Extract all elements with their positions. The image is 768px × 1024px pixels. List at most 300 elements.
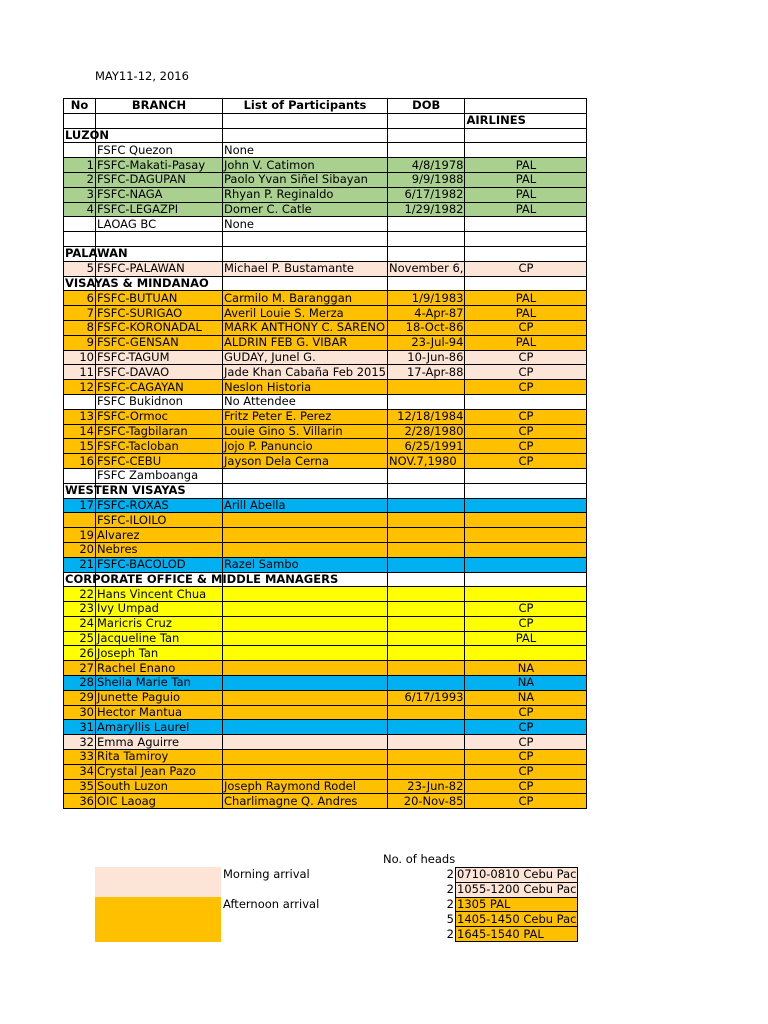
row-number: 28	[64, 676, 96, 691]
participant-row	[64, 306, 587, 321]
branch-cell: FSFC-Tacloban	[96, 439, 223, 454]
participant-row	[64, 631, 587, 646]
airline-cell: PAL	[465, 187, 587, 202]
branch-cell: FSFC-ROXAS	[96, 498, 223, 513]
participant-cell	[223, 646, 388, 661]
participant-cell	[223, 468, 388, 483]
section-title-text: VISAYAS & MINDANAO	[65, 275, 209, 290]
row-number: 6	[64, 291, 96, 306]
dob-cell	[388, 217, 465, 232]
participant-row	[64, 158, 587, 173]
flight-schedule: 1055-1200 Cebu Pac	[457, 882, 577, 897]
participant-row	[64, 320, 587, 335]
dob-cell	[388, 750, 465, 765]
flight-schedule: 1305 PAL	[456, 897, 578, 912]
head-count: 2	[446, 882, 454, 897]
flight-schedule: 0710-0810 Cebu Pac	[457, 867, 577, 882]
participant-cell: Neslon Historia	[223, 380, 388, 395]
row-number: 20	[64, 542, 96, 557]
branch-cell: FSFC-SURIGAO	[96, 306, 223, 321]
participant-row	[64, 764, 587, 779]
branch-cell: FSFC-PALAWAN	[96, 261, 223, 276]
branch-cell: FSFC-KORONADAL	[96, 320, 223, 335]
row-number: 22	[64, 587, 96, 602]
airline-cell	[465, 217, 587, 232]
participant-cell	[223, 720, 388, 735]
dob-cell: 4/8/1978	[388, 158, 465, 173]
dob-cell: 6/17/1993	[388, 690, 465, 705]
branch-cell: Alvarez	[96, 528, 223, 543]
airline-cell: PAL	[465, 306, 587, 321]
participant-row	[64, 409, 587, 424]
row-number: 8	[64, 320, 96, 335]
head-count: 5	[446, 911, 454, 926]
airline-cell: PAL	[465, 631, 587, 646]
col-header-no: No	[64, 99, 96, 114]
row-number: 4	[64, 202, 96, 217]
section-row	[64, 572, 587, 587]
participant-row	[64, 172, 587, 187]
airline-cell	[465, 498, 587, 513]
section-title-text: CORPORATE OFFICE & MIDDLE MANAGERS	[65, 571, 339, 586]
blank-cell	[223, 113, 388, 128]
airline-cell: NA	[465, 661, 587, 676]
participant-cell	[223, 631, 388, 646]
blank-cell	[223, 246, 388, 261]
col-header-branch: BRANCH	[96, 99, 223, 114]
airline-cell: CP	[465, 794, 587, 809]
branch-cell	[96, 232, 223, 247]
blank-cell	[465, 128, 587, 143]
dob-cell: 20-Nov-85	[388, 794, 465, 809]
participant-cell: None	[223, 217, 388, 232]
flight-row	[383, 882, 578, 897]
row-number: 1	[64, 158, 96, 173]
participant-cell: Michael P. Bustamante	[223, 261, 388, 276]
participant-cell	[223, 750, 388, 765]
head-count: 2	[446, 896, 454, 911]
dob-cell	[388, 764, 465, 779]
airline-cell	[465, 528, 587, 543]
row-number: 11	[64, 365, 96, 380]
branch-cell: Rachel Enano	[96, 661, 223, 676]
row-number: 29	[64, 690, 96, 705]
participants-table	[63, 98, 587, 809]
participant-cell	[223, 513, 388, 528]
branch-cell: Hector Mantua	[96, 705, 223, 720]
dob-cell	[388, 631, 465, 646]
participant-row	[64, 616, 587, 631]
dob-cell	[388, 587, 465, 602]
blank-cell	[223, 276, 388, 291]
participant-cell	[223, 661, 388, 676]
airline-cell	[465, 557, 587, 572]
row-number: 3	[64, 187, 96, 202]
branch-cell: Jacqueline Tan	[96, 631, 223, 646]
blank-cell	[465, 246, 587, 261]
participant-cell: None	[223, 143, 388, 158]
airline-cell	[465, 513, 587, 528]
row-number: 10	[64, 350, 96, 365]
airline-cell	[465, 646, 587, 661]
participant-row	[64, 528, 587, 543]
branch-cell: FSFC-GENSAN	[96, 335, 223, 350]
afternoon-label: Afternoon arrival	[223, 897, 320, 911]
participant-cell: Jojo P. Panuncio	[223, 439, 388, 454]
participant-row	[64, 720, 587, 735]
participant-cell: MARK ANTHONY C. SARENO	[223, 320, 388, 335]
branch-cell: FSFC Zamboanga	[96, 468, 223, 483]
branch-cell: FSFC-DAGUPAN	[96, 172, 223, 187]
participant-row	[64, 557, 587, 572]
dob-cell: 12/18/1984	[388, 409, 465, 424]
participant-cell: Domer C. Catle	[223, 202, 388, 217]
row-number	[64, 513, 96, 528]
participant-cell: Charlimagne Q. Andres	[223, 794, 388, 809]
branch-cell: FSFC-CEBU	[96, 454, 223, 469]
branch-cell: FSFC Quezon	[96, 143, 223, 158]
branch-cell: FSFC-DAVAO	[96, 365, 223, 380]
airline-cell: CP	[465, 350, 587, 365]
row-number: 15	[64, 439, 96, 454]
dob-cell: 1/29/1982	[388, 202, 465, 217]
participant-cell	[223, 764, 388, 779]
section-title	[64, 275, 209, 291]
participant-cell	[223, 602, 388, 617]
participant-row	[64, 143, 587, 158]
row-number: 9	[64, 335, 96, 350]
branch-cell: Amaryllis Laurel	[96, 720, 223, 735]
row-number	[64, 468, 96, 483]
airline-cell: CP	[465, 764, 587, 779]
row-number: 25	[64, 631, 96, 646]
airline-cell: CP	[465, 454, 587, 469]
airline-cell: PAL	[465, 172, 587, 187]
col-header-airlines: AIRLINES	[465, 113, 587, 128]
blank-cell	[223, 483, 388, 498]
branch-cell: FSFC-NAGA	[96, 187, 223, 202]
section-title	[64, 127, 109, 143]
row-number: 27	[64, 661, 96, 676]
participant-cell	[223, 690, 388, 705]
row-number: 26	[64, 646, 96, 661]
branch-cell: FSFC-Tagbilaran	[96, 424, 223, 439]
participant-cell: Fritz Peter E. Perez	[223, 409, 388, 424]
dob-cell: 23-Jun-82	[388, 779, 465, 794]
row-number: 30	[64, 705, 96, 720]
airline-cell: CP	[465, 750, 587, 765]
participant-cell: Jade Khan Cabaña Feb 2015	[224, 364, 386, 379]
participant-cell	[223, 616, 388, 631]
dob-cell	[388, 720, 465, 735]
participant-row	[64, 335, 587, 350]
row-number: 19	[64, 528, 96, 543]
participant-row	[64, 735, 587, 750]
participant-row	[64, 513, 587, 528]
participant-cell	[223, 676, 388, 691]
participant-row	[64, 217, 587, 232]
participant-cell	[223, 542, 388, 557]
col-header-participants: List of Participants	[223, 99, 388, 114]
participant-row	[64, 454, 587, 469]
section-row	[64, 276, 587, 291]
participant-cell: Rhyan P. Reginaldo	[223, 187, 388, 202]
head-count: 2	[446, 926, 454, 941]
blank-cell	[388, 276, 465, 291]
col-header-blank	[465, 99, 587, 114]
airline-cell: PAL	[465, 202, 587, 217]
airline-cell: CP	[465, 616, 587, 631]
blank-cell	[465, 572, 587, 587]
dob-cell: 1/9/1983	[388, 291, 465, 306]
airline-cell: NA	[465, 690, 587, 705]
participant-row	[64, 779, 587, 794]
section-title	[64, 245, 128, 261]
dob-cell: 10-Jun-86	[388, 350, 465, 365]
flights-table	[383, 867, 578, 942]
section-row	[64, 483, 587, 498]
branch-cell: Crystal Jean Pazo	[96, 764, 223, 779]
participant-row	[64, 380, 587, 395]
participant-row	[64, 705, 587, 720]
dob-cell: 17-Apr-88	[388, 365, 465, 380]
airline-cell: CP	[465, 424, 587, 439]
participant-row	[64, 394, 587, 409]
dob-cell	[388, 143, 465, 158]
dob-cell: 6/17/1982	[388, 187, 465, 202]
dob-cell	[388, 676, 465, 691]
participant-cell	[223, 705, 388, 720]
airline-cell: CP	[465, 705, 587, 720]
participant-cell	[223, 735, 388, 750]
dob-cell: 23-Jul-94	[388, 335, 465, 350]
participant-row	[64, 365, 587, 380]
blank-cell	[388, 483, 465, 498]
participant-cell: Joseph Raymond Rodel	[223, 779, 388, 794]
branch-cell: LAOAG BC	[96, 217, 223, 232]
section-title	[64, 571, 339, 587]
blank-cell	[223, 128, 388, 143]
airline-cell: PAL	[465, 291, 587, 306]
section-title-text: LUZON	[65, 127, 109, 142]
flight-schedule: 1645-1540 PAL	[456, 927, 578, 942]
airline-cell: CP	[465, 735, 587, 750]
section-title-text: WESTERN VISAYAS	[65, 482, 186, 497]
airline-cell: CP	[465, 261, 587, 276]
row-number	[64, 143, 96, 158]
dob-cell: NOV.7,1980	[388, 454, 465, 469]
participant-cell: Arill Abella	[223, 498, 388, 513]
dob-cell	[388, 528, 465, 543]
header-row-2	[64, 113, 587, 128]
participant-cell: Louie Gino S. Villarin	[223, 424, 388, 439]
branch-cell: FSFC-Makati-Pasay	[96, 158, 223, 173]
afternoon-swatch	[95, 897, 221, 942]
head-count: 2	[446, 867, 454, 882]
participant-row	[64, 498, 587, 513]
participant-cell: Jayson Dela Cerna	[223, 454, 388, 469]
participant-row	[64, 291, 587, 306]
dob-cell	[388, 542, 465, 557]
participant-cell: No Attendee	[223, 394, 388, 409]
participant-row	[64, 232, 587, 247]
event-date: MAY11-12, 2016	[95, 69, 189, 83]
row-number: 23	[64, 602, 96, 617]
airline-cell: CP	[465, 602, 587, 617]
airline-cell	[465, 232, 587, 247]
section-title	[64, 482, 186, 498]
participant-row	[64, 750, 587, 765]
airline-cell: CP	[465, 720, 587, 735]
row-number: 7	[64, 306, 96, 321]
section-row	[64, 246, 587, 261]
airline-cell: PAL	[465, 335, 587, 350]
branch-cell: Maricris Cruz	[96, 616, 223, 631]
participant-cell: Razel Sambo	[223, 557, 388, 572]
participant-row	[64, 468, 587, 483]
dob-cell	[388, 557, 465, 572]
branch-cell: FSFC-CAGAYAN	[96, 380, 223, 395]
participant-cell: ALDRIN FEB G. VIBAR	[223, 335, 388, 350]
dob-cell	[388, 468, 465, 483]
branch-cell: Junette Paguio	[96, 690, 223, 705]
blank-cell	[96, 113, 223, 128]
col-header-dob: DOB	[388, 99, 465, 114]
blank-cell	[465, 276, 587, 291]
dob-cell	[388, 705, 465, 720]
branch-cell: FSFC-BUTUAN	[96, 291, 223, 306]
dob-cell	[388, 380, 465, 395]
participant-cell: Paolo Yvan Siñel Sibayan	[223, 172, 388, 187]
dob-cell	[388, 602, 465, 617]
branch-cell: Nebres	[96, 542, 223, 557]
dob-cell	[388, 661, 465, 676]
branch-cell: Rita Tamiroy	[96, 750, 223, 765]
participant-cell	[223, 232, 388, 247]
participant-row	[64, 690, 587, 705]
row-number: 12	[64, 380, 96, 395]
dob-cell	[388, 646, 465, 661]
dob-cell: 6/25/1991	[388, 439, 465, 454]
flight-schedule: 1405-1450 Cebu Pac	[457, 911, 577, 926]
airline-cell: CP	[465, 365, 587, 380]
branch-cell: Ivy Umpad	[96, 602, 223, 617]
blank-cell	[64, 113, 96, 128]
participant-row	[64, 602, 587, 617]
participant-row	[64, 646, 587, 661]
branch-cell: FSFC-TAGUM	[96, 350, 223, 365]
branch-cell: FSFC-LEGAZPI	[96, 202, 223, 217]
participant-row	[64, 676, 587, 691]
dob-cell	[388, 735, 465, 750]
branch-cell: Hans Vincent Chua	[96, 587, 223, 602]
dob-cell: 2/28/1980	[388, 424, 465, 439]
participant-row	[64, 350, 587, 365]
dob-cell: 4-Apr-87	[388, 306, 465, 321]
airline-cell	[465, 468, 587, 483]
branch-cell: Sheila Marie Tan	[96, 676, 223, 691]
airline-cell: CP	[465, 409, 587, 424]
branch-cell: FSFC Bukidnon	[96, 394, 223, 409]
participant-row	[64, 661, 587, 676]
blank-cell	[388, 572, 465, 587]
airline-cell: CP	[465, 439, 587, 454]
blank-cell	[465, 483, 587, 498]
airline-cell	[465, 542, 587, 557]
row-number: 14	[64, 424, 96, 439]
dob-cell: November 6,	[389, 261, 464, 276]
airline-cell: CP	[465, 779, 587, 794]
participant-row	[64, 542, 587, 557]
row-number: 36	[64, 794, 96, 809]
airline-cell	[465, 394, 587, 409]
row-number: 21	[64, 557, 96, 572]
row-number: 2	[64, 172, 96, 187]
participant-row	[64, 261, 587, 276]
heads-label: No. of heads	[383, 852, 456, 866]
row-number: 17	[64, 498, 96, 513]
participant-cell: Carmilo M. Baranggan	[223, 291, 388, 306]
participant-row	[64, 794, 587, 809]
branch-cell: South Luzon	[96, 779, 223, 794]
participant-cell: John V. Catimon	[223, 158, 388, 173]
section-row	[64, 128, 587, 143]
row-number	[64, 394, 96, 409]
participant-row	[64, 187, 587, 202]
dob-cell	[388, 616, 465, 631]
branch-cell: FSFC-BACOLOD	[96, 557, 223, 572]
branch-cell: FSFC-ILOILO	[96, 513, 223, 528]
participant-cell	[223, 528, 388, 543]
blank-cell	[388, 128, 465, 143]
row-number: 34	[64, 764, 96, 779]
header-row	[64, 99, 587, 114]
row-number: 31	[64, 720, 96, 735]
dob-cell	[388, 394, 465, 409]
row-number: 35	[64, 779, 96, 794]
row-number: 24	[64, 616, 96, 631]
participant-cell	[223, 587, 388, 602]
airline-cell: CP	[465, 380, 587, 395]
row-number	[64, 232, 96, 247]
participant-row	[64, 439, 587, 454]
row-number: 16	[64, 454, 96, 469]
participant-cell: GUDAY, Junel G.	[223, 350, 388, 365]
flight-row	[383, 927, 578, 942]
blank-cell	[388, 246, 465, 261]
branch-cell: Joseph Tan	[96, 646, 223, 661]
airline-cell: CP	[465, 320, 587, 335]
row-number: 13	[64, 409, 96, 424]
participant-cell: Averil Louie S. Merza	[223, 306, 388, 321]
blank-cell	[96, 128, 223, 143]
row-number: 32	[64, 735, 96, 750]
airline-cell	[465, 587, 587, 602]
row-number	[64, 217, 96, 232]
section-title-text: PALAWAN	[65, 245, 128, 260]
airline-cell: NA	[465, 676, 587, 691]
dob-cell	[388, 232, 465, 247]
branch-cell: Emma Aguirre	[96, 735, 223, 750]
airline-cell: PAL	[465, 158, 587, 173]
participant-row	[64, 424, 587, 439]
blank-cell	[388, 113, 465, 128]
airline-cell	[465, 143, 587, 158]
morning-label: Morning arrival	[223, 867, 310, 881]
flight-row	[383, 868, 578, 883]
morning-swatch	[95, 867, 221, 897]
dob-cell: 18-Oct-86	[388, 320, 465, 335]
